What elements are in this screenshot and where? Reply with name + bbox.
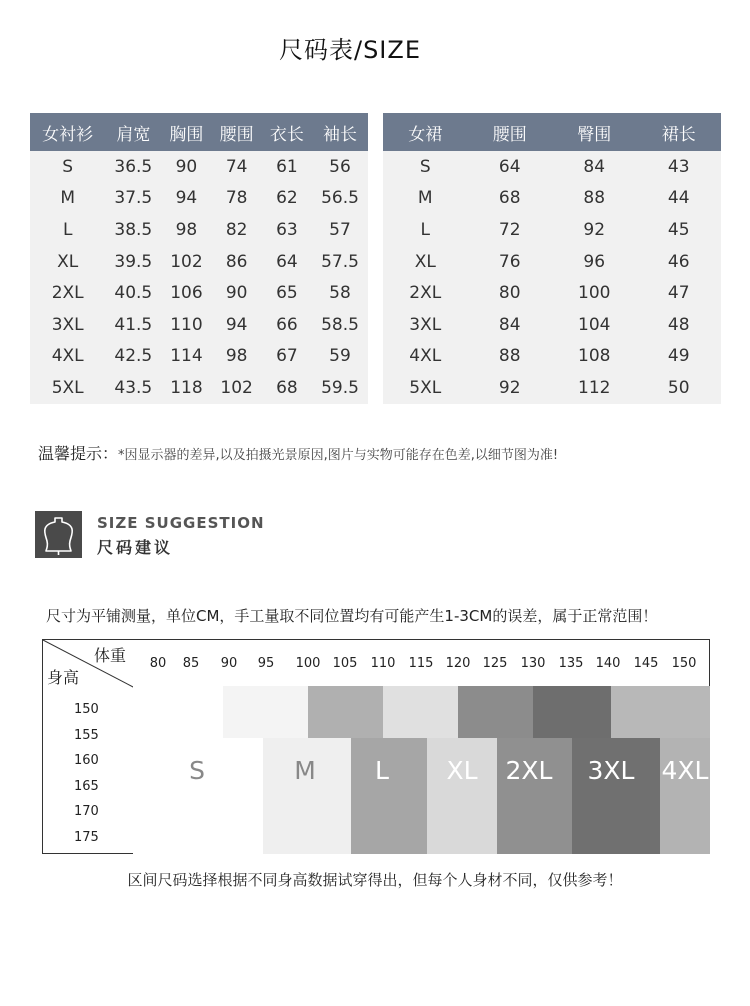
value-cell: 46 bbox=[667, 251, 690, 272]
size-cell: M bbox=[417, 188, 433, 209]
size-range-block bbox=[223, 686, 308, 738]
mannequin-icon bbox=[35, 511, 82, 558]
value-cell: 45 bbox=[667, 219, 690, 240]
column-header: 腰围 bbox=[212, 113, 262, 151]
value-cell: 114 bbox=[170, 346, 203, 367]
value-cell: 50 bbox=[667, 377, 690, 398]
value-cell: 82 bbox=[225, 219, 248, 240]
value-cell: 98 bbox=[175, 219, 198, 240]
tip-label: 温馨提示： bbox=[38, 444, 119, 463]
weight-tick: 115 bbox=[408, 656, 434, 671]
size-cell: 2XL bbox=[409, 283, 442, 304]
table-row bbox=[30, 372, 368, 404]
weight-axis-label: 体重 bbox=[94, 646, 127, 665]
height-tick: 160 bbox=[74, 753, 99, 768]
value-cell: 36.5 bbox=[114, 156, 153, 177]
size-cell: S bbox=[419, 156, 431, 177]
table-row bbox=[30, 277, 368, 309]
value-cell: 106 bbox=[170, 283, 203, 304]
column-header: 胸围 bbox=[161, 113, 211, 151]
table-row bbox=[30, 183, 368, 215]
size-cell: 4XL bbox=[409, 346, 442, 367]
weight-tick: 110 bbox=[370, 656, 396, 671]
size-cell: XL bbox=[414, 251, 436, 272]
value-cell: 94 bbox=[225, 314, 248, 335]
weight-tick: 145 bbox=[633, 656, 659, 671]
value-cell: 96 bbox=[583, 251, 606, 272]
value-cell: 92 bbox=[498, 377, 521, 398]
column-header: 肩宽 bbox=[105, 113, 161, 151]
weight-tick: 140 bbox=[595, 656, 621, 671]
value-cell: 41.5 bbox=[114, 314, 153, 335]
value-cell: 44 bbox=[667, 188, 690, 209]
value-cell: 108 bbox=[578, 346, 611, 367]
measurement-note: 尺寸为平铺测量，单位CM，手工量取不同位置均有可能产生1-3CM的误差，属于正常范围！ bbox=[46, 607, 658, 625]
height-tick: 170 bbox=[74, 804, 99, 819]
value-cell: 84 bbox=[498, 314, 521, 335]
value-cell: 58 bbox=[329, 283, 351, 304]
size-cell: 4XL bbox=[51, 346, 84, 367]
value-cell: 57.5 bbox=[321, 251, 359, 272]
value-cell: 104 bbox=[578, 314, 611, 335]
size-cell: XL bbox=[57, 251, 79, 272]
table-row bbox=[383, 372, 721, 404]
value-cell: 39.5 bbox=[114, 251, 153, 272]
value-cell: 64 bbox=[276, 251, 298, 272]
value-cell: 56.5 bbox=[321, 188, 359, 209]
value-cell: 63 bbox=[276, 219, 298, 240]
table-row bbox=[30, 309, 368, 341]
value-cell: 92 bbox=[583, 219, 606, 240]
value-cell: 72 bbox=[498, 219, 521, 240]
value-cell: 76 bbox=[498, 251, 521, 272]
tip-text: *因显示器的差异,以及拍摄光景原因,图片与实物可能存在色差,以细节图为准! bbox=[118, 448, 559, 463]
table-row bbox=[383, 277, 721, 309]
value-cell: 38.5 bbox=[114, 219, 153, 240]
table-row bbox=[383, 214, 721, 246]
value-cell: 49 bbox=[667, 346, 690, 367]
weight-tick: 100 bbox=[295, 656, 321, 671]
value-cell: 74 bbox=[225, 156, 248, 177]
size-range-block bbox=[133, 686, 223, 854]
weight-tick: 90 bbox=[220, 656, 238, 671]
size-cell: L bbox=[62, 219, 73, 240]
height-tick: 175 bbox=[74, 830, 99, 845]
value-cell: 110 bbox=[170, 314, 203, 335]
value-cell: 102 bbox=[220, 377, 253, 398]
skirt-size-table bbox=[383, 113, 721, 404]
size-cell: S bbox=[62, 156, 74, 177]
value-cell: 112 bbox=[578, 377, 611, 398]
table-row bbox=[30, 214, 368, 246]
height-axis-label: 身高 bbox=[47, 668, 80, 687]
value-cell: 84 bbox=[583, 156, 606, 177]
value-cell: 98 bbox=[225, 346, 248, 367]
weight-tick: 150 bbox=[671, 656, 697, 671]
column-header: 腰围 bbox=[468, 113, 553, 151]
value-cell: 78 bbox=[225, 188, 248, 209]
column-header: 裙长 bbox=[637, 113, 722, 151]
value-cell: 37.5 bbox=[114, 188, 153, 209]
size-cell: 5XL bbox=[409, 377, 442, 398]
weight-tick: 135 bbox=[558, 656, 584, 671]
size-range-block bbox=[458, 686, 533, 738]
table-row bbox=[383, 246, 721, 278]
value-cell: 61 bbox=[276, 156, 298, 177]
weight-tick: 80 bbox=[149, 656, 167, 671]
size-label: S bbox=[189, 756, 205, 785]
table-row bbox=[383, 309, 721, 341]
value-cell: 62 bbox=[276, 188, 298, 209]
weight-tick: 95 bbox=[257, 656, 275, 671]
tip-notice bbox=[38, 441, 558, 464]
column-header: 女衬衫 bbox=[30, 113, 105, 151]
value-cell: 102 bbox=[170, 251, 203, 272]
value-cell: 100 bbox=[578, 283, 611, 304]
size-label: L bbox=[375, 756, 389, 785]
size-cell: 5XL bbox=[51, 377, 84, 398]
size-label: 2XL bbox=[505, 756, 553, 785]
size-label: 4XL bbox=[661, 756, 709, 785]
value-cell: 40.5 bbox=[114, 283, 153, 304]
value-cell: 88 bbox=[498, 346, 521, 367]
table-row bbox=[30, 341, 368, 373]
size-cell: L bbox=[420, 219, 430, 240]
value-cell: 68 bbox=[276, 377, 298, 398]
table-row bbox=[383, 341, 721, 373]
shirt-size-table bbox=[30, 113, 368, 404]
column-header: 女裙 bbox=[383, 113, 468, 151]
size-range-block bbox=[308, 686, 383, 738]
value-cell: 43.5 bbox=[114, 377, 153, 398]
column-header: 衣长 bbox=[262, 113, 312, 151]
size-range-block bbox=[611, 686, 710, 738]
table-row bbox=[383, 183, 721, 215]
size-label: M bbox=[294, 756, 316, 785]
column-header: 臀围 bbox=[552, 113, 637, 151]
value-cell: 65 bbox=[276, 283, 298, 304]
size-label: XL bbox=[446, 756, 478, 785]
value-cell: 43 bbox=[667, 156, 690, 177]
value-cell: 86 bbox=[225, 251, 248, 272]
weight-tick: 85 bbox=[182, 656, 200, 671]
value-cell: 88 bbox=[583, 188, 606, 209]
page-title: 尺码表/SIZE bbox=[278, 36, 421, 64]
weight-tick: 130 bbox=[520, 656, 546, 671]
size-range-block bbox=[223, 738, 263, 854]
size-range-block bbox=[383, 686, 458, 738]
weight-tick: 120 bbox=[445, 656, 471, 671]
value-cell: 57 bbox=[329, 219, 351, 240]
value-cell: 68 bbox=[498, 188, 521, 209]
size-label: 3XL bbox=[587, 756, 635, 785]
value-cell: 90 bbox=[225, 283, 248, 304]
value-cell: 80 bbox=[498, 283, 521, 304]
table-row bbox=[383, 151, 721, 183]
weight-tick: 125 bbox=[482, 656, 508, 671]
height-tick: 150 bbox=[74, 702, 99, 717]
height-tick: 155 bbox=[74, 728, 99, 743]
column-header: 袖长 bbox=[312, 113, 368, 151]
table-row bbox=[30, 151, 368, 183]
suggestion-title-cn: 尺码建议 bbox=[97, 538, 174, 557]
weight-tick: 105 bbox=[332, 656, 358, 671]
table-row bbox=[30, 246, 368, 278]
size-cell: M bbox=[60, 188, 76, 209]
value-cell: 66 bbox=[276, 314, 298, 335]
value-cell: 118 bbox=[170, 377, 203, 398]
value-cell: 47 bbox=[667, 283, 690, 304]
footer-note: 区间尺码选择根据不同身高数据试穿得出，但每个人身材不同，仅供参考！ bbox=[127, 871, 623, 889]
size-cell: 3XL bbox=[51, 314, 84, 335]
value-cell: 59.5 bbox=[321, 377, 359, 398]
value-cell: 67 bbox=[276, 346, 298, 367]
height-tick: 165 bbox=[74, 779, 99, 794]
value-cell: 64 bbox=[498, 156, 521, 177]
value-cell: 94 bbox=[175, 188, 198, 209]
value-cell: 42.5 bbox=[114, 346, 153, 367]
value-cell: 59 bbox=[329, 346, 351, 367]
value-cell: 56 bbox=[329, 156, 351, 177]
value-cell: 90 bbox=[175, 156, 198, 177]
suggestion-title-en: SIZE SUGGESTION bbox=[97, 514, 265, 532]
size-cell: 3XL bbox=[409, 314, 442, 335]
size-cell: 2XL bbox=[51, 283, 84, 304]
size-range-block bbox=[533, 686, 611, 738]
value-cell: 58.5 bbox=[321, 314, 359, 335]
value-cell: 48 bbox=[667, 314, 690, 335]
